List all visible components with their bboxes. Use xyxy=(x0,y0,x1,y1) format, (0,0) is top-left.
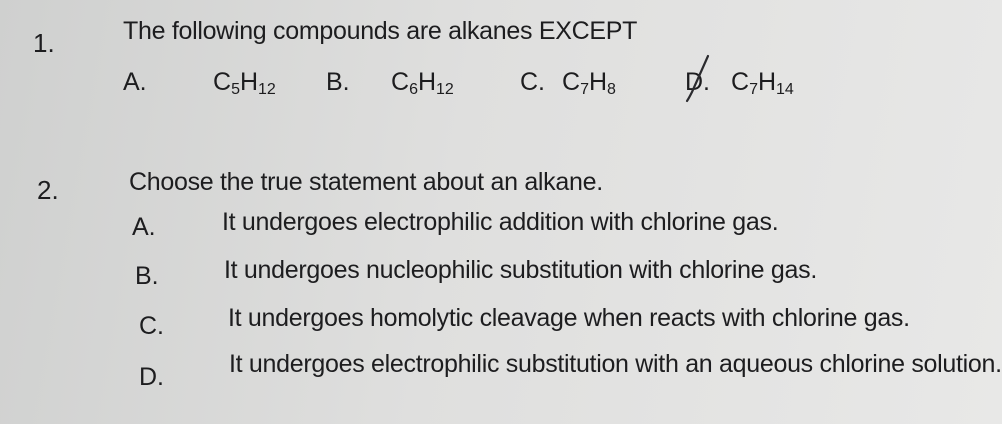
formula-element: C xyxy=(562,68,581,96)
formula-subscript: 12 xyxy=(436,81,454,98)
formula-subscript: 7 xyxy=(749,81,758,98)
q2-option-b-text: It undergoes nucleophilic substitution with chlorine gas. xyxy=(224,256,817,284)
q1-option-c-formula xyxy=(562,68,616,97)
formula-element: C xyxy=(213,68,232,96)
q2-option-a-text: It undergoes electrophilic addition with chlorine gas. xyxy=(222,208,779,236)
formula-element: C xyxy=(391,68,410,96)
q2-option-c-letter: C. xyxy=(139,312,164,340)
formula-subscript: 7 xyxy=(580,81,589,98)
q2-option-b-letter: B. xyxy=(135,262,159,290)
q1-option-a-letter: A. xyxy=(123,68,147,96)
q1-option-b-formula xyxy=(391,68,454,97)
question-2-text: Choose the true statement about an alkane. xyxy=(129,168,603,196)
q1-option-b-letter: B. xyxy=(326,68,350,96)
question-1-text: The following compounds are alkanes EXCEPT xyxy=(123,17,638,45)
q2-option-c-text: It undergoes homolytic cleavage when reacts with chlorine gas. xyxy=(228,304,910,332)
q1-option-a-formula xyxy=(213,68,276,97)
formula-element: H xyxy=(239,68,259,96)
formula-element: C xyxy=(731,68,750,96)
handwritten-answer-mark xyxy=(678,52,718,102)
q2-option-d-text: It undergoes electrophilic substitution with an aqueous chlorine solution. xyxy=(229,350,1002,378)
q2-option-a-letter: A. xyxy=(132,213,156,241)
formula-subscript: 12 xyxy=(258,81,276,98)
formula-element: H xyxy=(588,68,608,96)
formula-subscript: 6 xyxy=(409,81,418,98)
q2-option-d-letter: D. xyxy=(139,363,164,391)
q1-option-d-letter: D. xyxy=(685,68,710,96)
question-1-number: 1. xyxy=(33,28,55,58)
formula-element: H xyxy=(417,68,437,96)
question-2-number: 2. xyxy=(37,175,59,205)
formula-element: H xyxy=(757,68,777,96)
q1-option-c-letter: C. xyxy=(520,68,545,96)
formula-subscript: 14 xyxy=(776,81,794,98)
formula-subscript: 8 xyxy=(607,81,616,98)
q1-option-d-formula xyxy=(731,68,794,97)
formula-subscript: 5 xyxy=(231,81,240,98)
